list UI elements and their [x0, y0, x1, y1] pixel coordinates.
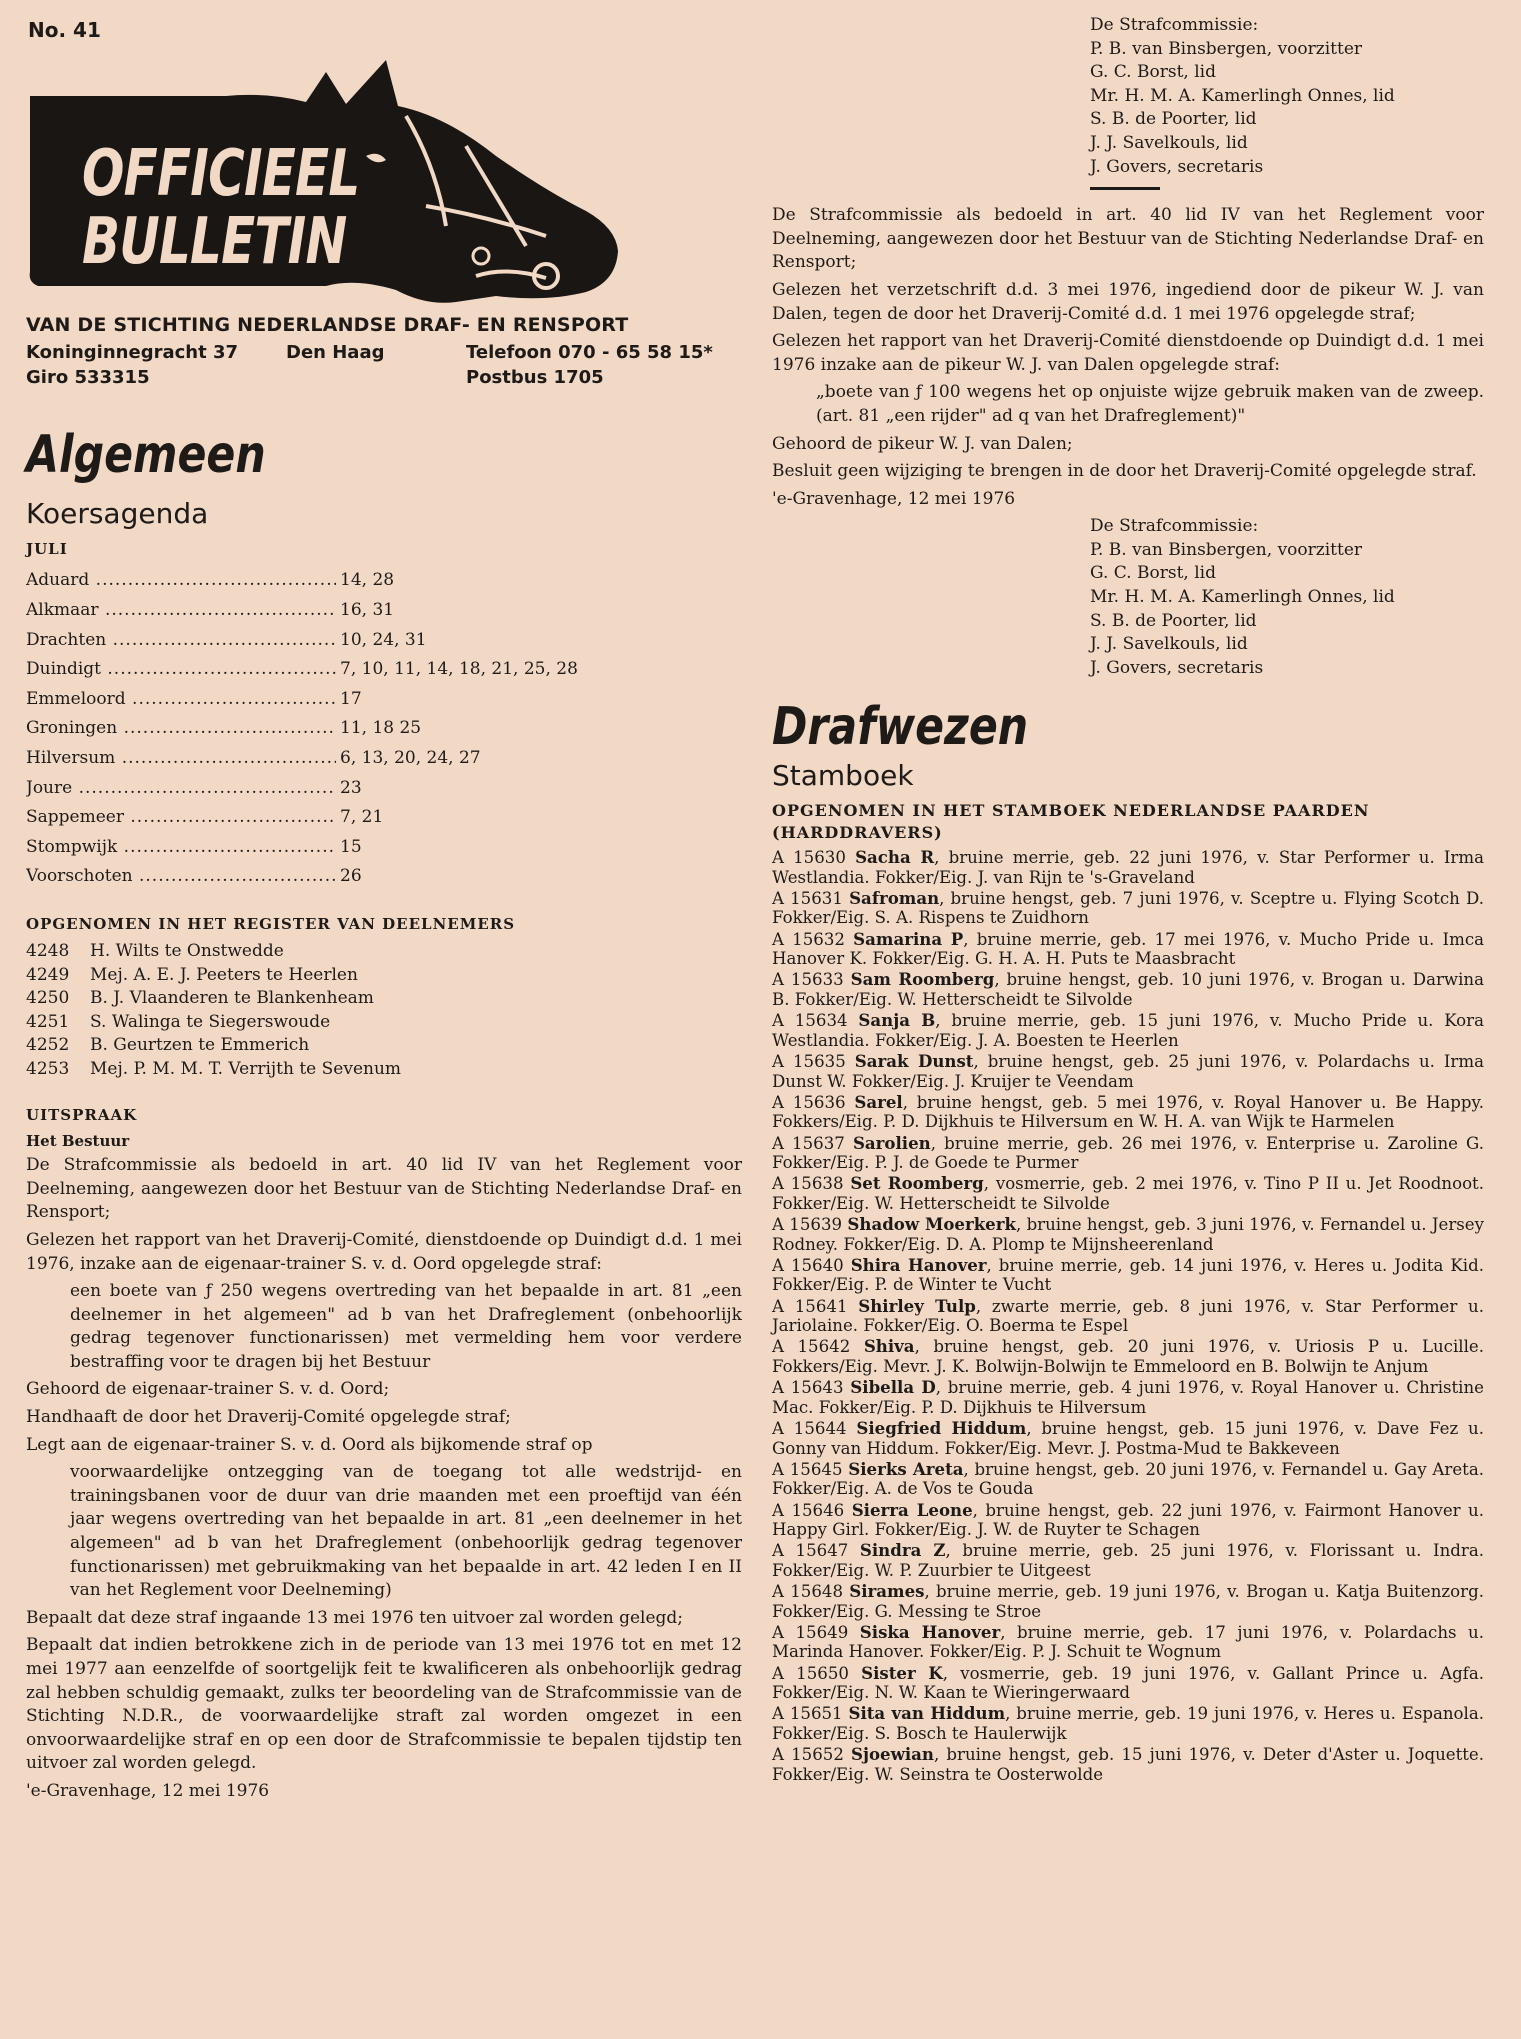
commission-line: G. C. Borst, lid [1090, 62, 1216, 83]
phone: Telefoon 070 - 65 58 15* [466, 342, 713, 363]
agenda-place: Emmeloord ..... [26, 689, 336, 709]
entry-number: A 15636 [772, 1092, 855, 1112]
agenda-dates: 16, 31 [340, 599, 395, 620]
agenda-place: Duindigt ..... [26, 659, 336, 679]
agenda-dates: 26 [340, 866, 362, 887]
commission-line: De Strafcommissie: [1090, 516, 1259, 537]
entry-number: A 15637 [772, 1133, 853, 1153]
entry-number: A 15639 [772, 1215, 848, 1235]
agenda-dates: 7, 21 [340, 807, 384, 828]
register-number: 4253 [26, 1058, 70, 1079]
stamboek-entry [772, 1174, 1484, 1213]
stamboek-list-heading: OPGENOMEN IN HET STAMBOEK NEDERLANDSE PAARDEN (HARDDRAVERS) [772, 801, 1370, 843]
stamboek-entry [772, 1704, 1484, 1743]
horse-name: Shiva [863, 1336, 915, 1357]
entry-number: A 15648 [772, 1582, 850, 1602]
stamboek-entry [772, 1623, 1484, 1662]
horse-name: Sacha R [855, 847, 935, 868]
commission-line: J. J. Savelkouls, lid [1090, 132, 1248, 153]
entry-number: A 15652 [772, 1745, 851, 1765]
agenda-place: Joure ..... [26, 778, 336, 798]
entry-number: A 15647 [772, 1541, 860, 1561]
agenda-row [26, 743, 742, 773]
commission-line: Mr. H. M. A. Kamerlingh Onnes, lid [1090, 587, 1395, 608]
paragraph: Legt aan de eigenaar-trainer S. v. d. Oord als bijkomende straf op [26, 1434, 593, 1455]
register-number: 4251 [26, 1011, 70, 1032]
verzet-text [772, 204, 1484, 511]
entry-details: , bruine hengst, geb. 10 juni 1976, v. Brogan u. Darwina B. Fokker/Eig. W. Hetterscheidt te Silvolde [772, 970, 1485, 1009]
paragraph: Gelezen het rapport van het Draverij-Comité, dienstdoende op Duindigt d.d. 1 mei 1976, inzake aan de eigenaar-trainer S. v. d. Oord opgelegde straf: [26, 1229, 742, 1274]
agenda-place: Aduard ..... [26, 570, 336, 590]
entry-details: , bruine merrie, geb. 19 juni 1976, v. Brogan u. Katja Buitenzorg. Fokker/Eig. G. Messing te Stroe [772, 1582, 1484, 1621]
entry-number: A 15634 [772, 1011, 859, 1031]
entry-number: A 15646 [772, 1500, 852, 1520]
entry-details: , bruine hengst, geb. 3 juni 1976, v. Fernandel u. Jersey Rodney. Fokker/Eig. D. A. Plomp te Mijnsheerenland [772, 1215, 1484, 1254]
agenda-dates: 14, 28 [340, 570, 395, 591]
right-column [772, 14, 1484, 1786]
agenda-row [26, 832, 742, 862]
entry-number: A 15642 [772, 1337, 864, 1357]
race-agenda [26, 566, 742, 892]
agenda-row [26, 714, 742, 744]
stamboek-entry [772, 889, 1484, 928]
entry-details: , bruine merrie, geb. 26 mei 1976, v. Enterprise u. Zaroline G. Fokker/Eig. P. J. de Goede te Purmer [772, 1133, 1484, 1173]
stamboek-entry [772, 1337, 1484, 1376]
stamboek-entry [772, 970, 1484, 1009]
register-number: 4248 [26, 941, 70, 962]
commission-line: P. B. van Binsbergen, voorzitter [1090, 539, 1363, 560]
register-row [26, 1012, 742, 1036]
agenda-dates: 17 [340, 688, 362, 709]
stamboek-entry [772, 1419, 1484, 1458]
commission-line: J. J. Savelkouls, lid [1090, 634, 1248, 655]
agenda-place: Hilversum ..... [26, 748, 336, 768]
street-address: Koninginnegracht 37 [26, 342, 239, 363]
horse-name: Sibella D [850, 1377, 936, 1398]
stamboek-entry [772, 1745, 1484, 1784]
register-row [26, 988, 742, 1012]
commission-line: S. B. de Poorter, lid [1090, 610, 1257, 631]
commission-line: S. B. de Poorter, lid [1090, 109, 1257, 130]
agenda-place: Alkmaar ..... [26, 600, 336, 620]
entry-details: , vosmerrie, geb. 2 mei 1976, v. Tino P II u. Jet Roodnoot. Fokker/Eig. W. Hetterscheidt te Silvolde [772, 1174, 1484, 1213]
indented-clause: een boete van ƒ 250 wegens overtreding van het bepaalde in art. 81 „een deelnemer in het algemeen" ad b van het Drafreglement (onbehoorlijk gedrag tegenover functionarissen) met vermelding hem voor verdere bestraffing voor te dragen bij het Bestuur [70, 1281, 742, 1372]
horse-name: Sister K [861, 1662, 943, 1683]
koersagenda-heading: Koersagenda [26, 496, 209, 530]
commission-line: De Strafcommissie: [1090, 15, 1259, 35]
horse-name: Shadow Moerkerk [847, 1214, 1016, 1235]
indented-clause: „boete van ƒ 100 wegens het op onjuiste wijze gebruik maken van de zweep. (art. 81 „een rijder" ad q van het Drafreglement)" [816, 382, 1484, 426]
paragraph: Bepaalt dat deze straf ingaande 13 mei 1976 ten uitvoer zal worden gelegd; [26, 1607, 684, 1628]
agenda-row [26, 595, 742, 625]
section-heading-algemeen: Algemeen [26, 425, 266, 485]
entry-number: A 15649 [772, 1622, 860, 1642]
agenda-row [26, 654, 742, 684]
horse-name: Sanja B [858, 1010, 936, 1031]
entry-details: , bruine merrie, geb. 4 juni 1976, v. Royal Hanover u. Christine Mac. Fokker/Eig. P. D. Dijkhuis te Hilversum [772, 1378, 1484, 1417]
agenda-row [26, 862, 742, 892]
stamboek-entry [772, 848, 1484, 887]
entry-number: A 15644 [772, 1418, 857, 1438]
entry-number: A 15635 [772, 1051, 855, 1071]
agenda-dates: 11, 18 25 [340, 718, 422, 739]
horse-name: Siska Hanover [859, 1621, 1001, 1642]
entry-details: , bruine merrie, geb. 19 juni 1976, v. Heres u. Espanola. Fokker/Eig. S. Bosch te Haulerwijk [772, 1704, 1485, 1744]
stamboek-entry [772, 1052, 1484, 1091]
agenda-place: Stompwijk ..... [26, 837, 336, 857]
entry-number: A 15650 [772, 1663, 862, 1683]
agenda-row [26, 566, 742, 596]
section-heading-drafwezen: Drafwezen [772, 697, 1029, 758]
entry-number: A 15640 [772, 1255, 851, 1275]
uitspraak-text [26, 1154, 742, 1803]
register-name: B. Geurtzen te Emmerich [90, 1035, 310, 1056]
postbus: Postbus 1705 [466, 367, 604, 388]
agenda-row [26, 625, 742, 655]
stamboek-entry [772, 1256, 1484, 1295]
register-heading: OPGENOMEN IN HET REGISTER VAN DEELNEMERS [26, 915, 516, 934]
entry-number: A 15632 [772, 929, 854, 949]
agenda-place: Voorschoten ..... [26, 866, 336, 886]
bestuur-heading: Het Bestuur [26, 1132, 130, 1151]
register-number: 4250 [26, 988, 70, 1009]
paragraph: 'e-Gravenhage, 12 mei 1976 [772, 488, 1016, 509]
agenda-place: Sappemeer ..... [26, 807, 336, 827]
issue-number: No. 41 [28, 18, 101, 42]
address-block [26, 342, 742, 388]
entry-details: , bruine merrie, geb. 22 juni 1976, v. Star Performer u. Irma Westlandia. Fokker/Eig. J. van Rijn te 's-Graveland [772, 848, 1484, 887]
commission-line: G. C. Borst, lid [1090, 563, 1216, 584]
register-number: 4249 [26, 964, 70, 985]
paragraph: Gelezen het verzetschrift d.d. 3 mei 1976, ingediend door de pikeur W. J. van Dalen, tegen de door het Draverij-Comité d.d. 1 mei 1976 opgelegde straf; [772, 279, 1484, 324]
register-row [26, 965, 742, 989]
entry-details: , bruine hengst, geb. 7 juni 1976, v. Sceptre u. Flying Scotch D. Fokker/Eig. S. A. Rispens te Zuidhorn [772, 888, 1484, 928]
stamboek-entry [772, 930, 1484, 969]
register-name: H. Wilts te Onstwedde [90, 941, 284, 962]
horse-name: Sirames [849, 1581, 925, 1602]
agenda-dates: 6, 13, 20, 24, 27 [340, 747, 481, 768]
horse-name: Sita van Hiddum [848, 1703, 1006, 1724]
register-name: S. Walinga te Siegerswoude [90, 1011, 331, 1032]
city: Den Haag [286, 342, 385, 363]
entry-number: A 15631 [772, 888, 850, 908]
horse-name: Safroman [849, 887, 940, 908]
stamboek-entry [772, 1501, 1484, 1540]
paragraph: Bepaalt dat indien betrokkene zich in de periode van 13 mei 1976 tot en met 12 mei 1977 aan eenzelfde of soortgelijk feit te kwalificeren als onbehoorlijk gedrag zal hebben schuldig gemaakt, zulks ter beoordeling van de Strafcommissie van de Stichting N.D.R., de voorwaardelijke straft zal worden omgezet in een onvoorwaardelijke straf en op een door de Strafcommissie te bepalen tijdstip ten uitvoer zal worden gelegd. [26, 1635, 742, 1774]
paragraph: Handhaaft de door het Draverij-Comité opgelegde straf; [26, 1407, 511, 1428]
stamboek-entry [772, 1215, 1484, 1254]
horse-name: Sarel [854, 1091, 903, 1112]
paragraph: Besluit geen wijziging te brengen in de door het Draverij-Comité opgelegde straf. [772, 461, 1477, 482]
horse-name: Sjoewian [850, 1744, 935, 1765]
stamboek-entry [772, 1093, 1484, 1132]
agenda-dates: 7, 10, 11, 14, 18, 21, 25, 28 [340, 659, 578, 680]
entry-details: , bruine merrie, geb. 17 mei 1976, v. Mucho Pride u. Imca Hanover K. Fokker/Eig. G. H. A. H. Puts te Maasbracht [772, 929, 1485, 969]
commission-line: J. Govers, secretaris [1090, 156, 1264, 177]
participant-register [26, 941, 742, 1082]
paragraph: Gehoord de eigenaar-trainer S. v. d. Oord; [26, 1379, 390, 1400]
entry-number: A 15630 [772, 848, 856, 868]
entry-number: A 15633 [772, 970, 851, 990]
register-row [26, 1035, 742, 1059]
agenda-place: Groningen ..... [26, 718, 336, 738]
stamboek-entry [772, 1297, 1484, 1336]
indented-clause: voorwaardelijke ontzegging van de toegang tot alle wedstrijd- en trainingsbanen voor de duur van drie maanden met een proeftijd van één jaar wegens overtreding van het bepaalde in art. 81 „een deelnemer in het algemeen" ad b van het Drafreglement (onbehoorlijk gedrag tegenover functionarissen) met gebruikmaking van het bepaalde in art. 42 leden I en II van het Reglement voor Deelneming) [70, 1462, 742, 1601]
register-name: Mej. A. E. J. Peeters te Heerlen [90, 964, 358, 985]
commission-signature-2 [1090, 515, 1484, 680]
horse-name: Shirley Tulp [858, 1295, 976, 1316]
register-row [26, 941, 742, 965]
horse-name: Set Roomberg [850, 1173, 984, 1194]
organization-name: VAN DE STICHTING NEDERLANDSE DRAF- EN RENSPORT [26, 314, 629, 336]
agenda-row [26, 802, 742, 832]
agenda-row [26, 773, 742, 803]
horse-name: Sarak Dunst [854, 1050, 974, 1071]
commission-line: Mr. H. M. A. Kamerlingh Onnes, lid [1090, 85, 1395, 106]
entry-number: A 15651 [772, 1704, 849, 1724]
entry-details: , bruine hengst, geb. 25 juni 1976, v. Polardachs u. Irma Dunst W. Fokker/Eig. J. Kruijer te Veendam [772, 1051, 1484, 1091]
entry-number: A 15638 [772, 1174, 851, 1194]
entry-details: , bruine hengst, geb. 15 juni 1976, v. Dave Fez u. Gonny van Hiddum. Fokker/Eig. Mevr. J. Postma-Mud te Bakkeveen [772, 1418, 1484, 1458]
register-row [26, 1059, 742, 1083]
giro: Giro 533315 [26, 367, 150, 388]
paragraph: De Strafcommissie als bedoeld in art. 40 lid IV van het Reglement voor Deelneming, aangewezen door het Bestuur van de Stichting Nederlandse Draf- en Rensport; [26, 1155, 742, 1223]
stamboek-entry [772, 1582, 1484, 1621]
stamboek-entries [772, 848, 1484, 1784]
stamboek-entry [772, 1011, 1484, 1050]
month-heading: JULI [26, 539, 68, 558]
stamboek-entry [772, 1664, 1484, 1703]
horse-name: Sindra Z [859, 1540, 946, 1561]
paragraph: De Strafcommissie als bedoeld in art. 40 lid IV van het Reglement voor Deelneming, aangewezen door het Bestuur van de Stichting Nederlandse Draf- en Rensport; [772, 205, 1484, 273]
horse-name: Sarolien [852, 1132, 931, 1153]
horse-name: Siegfried Hiddum [856, 1417, 1027, 1438]
entry-details: , bruine hengst, geb. 20 juni 1976, v. Fernandel u. Gay Areta. Fokker/Eig. A. de Vos te Gouda [772, 1459, 1484, 1499]
entry-details: , bruine merrie, geb. 15 juni 1976, v. Mucho Pride u. Kora Westlandia. Fokker/Eig. J. A. Boesten te Heerlen [772, 1011, 1484, 1050]
masthead-title-line1: OFFICIEEL [82, 137, 360, 211]
entry-number: A 15641 [772, 1296, 859, 1316]
agenda-dates: 23 [340, 777, 362, 798]
entry-details: , zwarte merrie, geb. 8 juni 1976, v. Star Performer u. Jariolaine. Fokker/Eig. O. Boerma te Espel [772, 1296, 1484, 1336]
paragraph: Gelezen het rapport van het Draverij-Comité dienstdoende op Duindigt d.d. 1 mei 1976 inzake aan de pikeur W. J. van Dalen opgelegde straf: [772, 331, 1484, 375]
horse-name: Sierra Leone [851, 1499, 973, 1520]
stamboek-entry [772, 1460, 1484, 1499]
entry-details: , bruine merrie, geb. 17 juni 1976, v. Polardachs u. Marinda Hanover. Fokker/Eig. P. J. Schuit te Wognum [772, 1622, 1484, 1662]
entry-details: , bruine hengst, geb. 22 juni 1976, v. Fairmont Hanover u. Happy Girl. Fokker/Eig. J. W. de Ruyter te Schagen [772, 1500, 1485, 1540]
horse-name: Samarina P [853, 928, 964, 949]
entry-details: , bruine hengst, geb. 20 juni 1976, v. Uriosis P u. Lucille. Fokkers/Eig. Mevr. J. K. Bolwijn-Bolwijn te Emmeloord en B. Bolwijn te Anjum [772, 1337, 1484, 1376]
uitspraak-heading: UITSPRAAK [26, 1106, 138, 1125]
entry-details: , bruine hengst, geb. 5 mei 1976, v. Royal Hanover u. Be Happy. Fokkers/Eig. P. D. Dijkhuis te Hilversum en W. H. A. van Wijk te Harmelen [772, 1092, 1484, 1132]
stamboek-entry [772, 1541, 1484, 1580]
agenda-row [26, 684, 742, 714]
left-column [26, 18, 742, 1808]
masthead [26, 46, 742, 308]
stamboek-entry [772, 1378, 1484, 1417]
register-name: Mej. P. M. M. T. Verrijth te Sevenum [90, 1058, 402, 1079]
entry-details: , bruine merrie, geb. 14 juni 1976, v. Heres u. Jodita Kid. Fokker/Eig. P. de Winter te Vucht [772, 1255, 1484, 1295]
masthead-title-line2: BULLETIN [82, 205, 347, 279]
horse-name: Shira Hanover [850, 1254, 987, 1275]
register-number: 4252 [26, 1035, 70, 1056]
horse-name: Sam Roomberg [850, 969, 995, 990]
horse-name: Sierks Areta [848, 1458, 964, 1479]
paragraph: Gehoord de pikeur W. J. van Dalen; [772, 433, 1073, 454]
agenda-dates: 10, 24, 31 [340, 629, 427, 650]
entry-details: , bruine merrie, geb. 25 juni 1976, v. Florissant u. Indra. Fokker/Eig. W. P. Zuurbier te Uitgeest [772, 1541, 1484, 1580]
agenda-dates: 15 [340, 836, 362, 857]
entry-number: A 15643 [772, 1378, 851, 1398]
commission-line: P. B. van Binsbergen, voorzitter [1090, 38, 1363, 59]
commission-signature-1 [1090, 14, 1484, 179]
stamboek-entry [772, 1134, 1484, 1173]
divider-rule [1090, 187, 1160, 190]
entry-details: , bruine hengst, geb. 15 juni 1976, v. Deter d'Aster u. Joquette. Fokker/Eig. W. Seinstra te Oosterwolde [772, 1745, 1485, 1784]
agenda-place: Drachten ..... [26, 630, 336, 650]
entry-details: , vosmerrie, geb. 19 juni 1976, v. Gallant Prince u. Agfa. Fokker/Eig. N. W. Kaan te Wieringerwaard [772, 1663, 1484, 1703]
register-name: B. J. Vlaanderen te Blankenheam [90, 988, 374, 1009]
stamboek-heading: Stamboek [772, 759, 914, 793]
commission-line: J. Govers, secretaris [1090, 657, 1264, 678]
entry-number: A 15645 [772, 1459, 849, 1479]
paragraph: 'e-Gravenhage, 12 mei 1976 [26, 1780, 270, 1801]
